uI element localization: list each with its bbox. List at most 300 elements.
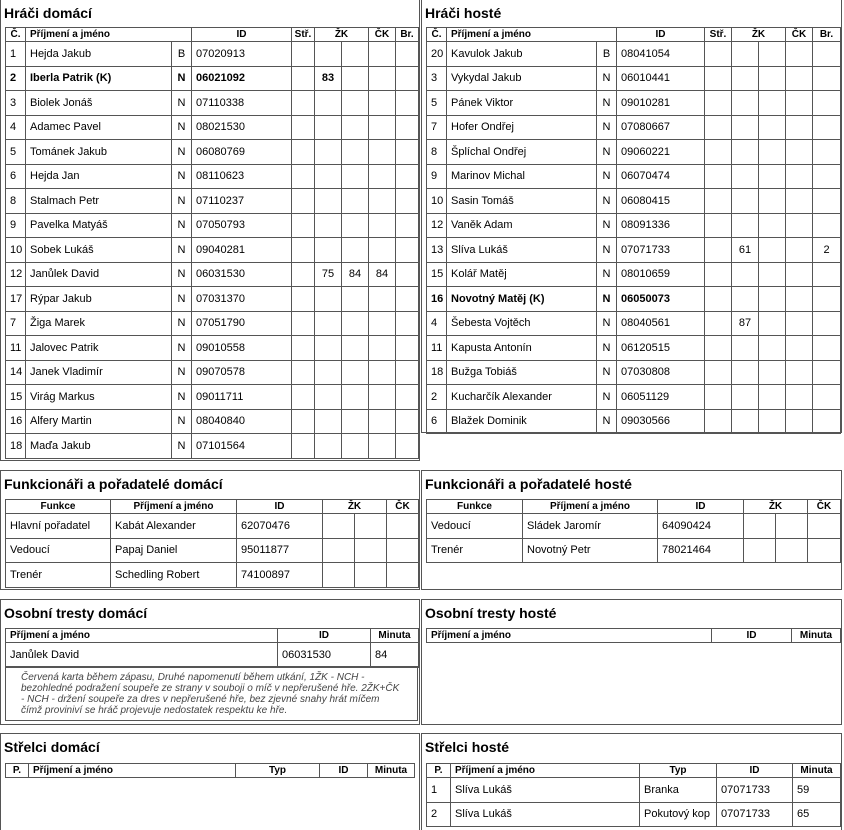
player-substitution	[292, 115, 315, 140]
scorer-name: Slíva Lukáš	[451, 802, 640, 827]
player-yellow-card-2	[759, 140, 786, 165]
player-row	[6, 164, 419, 189]
player-number: 2	[427, 385, 447, 410]
players-away-panel	[421, 0, 842, 433]
player-red-card	[786, 189, 813, 214]
player-name: Janek Vladimír	[26, 360, 172, 385]
player-yellow-card-2	[759, 287, 786, 312]
player-red-card	[786, 42, 813, 67]
player-yellow-card-2	[342, 385, 369, 410]
player-position: N	[172, 164, 192, 189]
scorer-id: 07071733	[717, 802, 793, 827]
player-substitution	[292, 66, 315, 91]
player-substitution	[292, 336, 315, 361]
player-id: 07051790	[192, 311, 292, 336]
player-number: 5	[427, 91, 447, 116]
player-id: 06021092	[192, 66, 292, 91]
player-number: 4	[427, 311, 447, 336]
player-row	[6, 91, 419, 116]
player-yellow-card-1	[732, 287, 759, 312]
player-goals	[813, 91, 841, 116]
col-id: ID	[192, 28, 292, 42]
penalties-home-header	[6, 629, 419, 643]
player-yellow-card-2	[759, 42, 786, 67]
player-red-card	[369, 409, 396, 434]
col-id: ID	[717, 764, 793, 778]
official-row	[427, 514, 841, 539]
player-yellow-card-2	[759, 213, 786, 238]
player-substitution	[292, 409, 315, 434]
player-name: Hejda Jakub	[26, 42, 172, 67]
player-red-card	[369, 140, 396, 165]
col-name: Příjmení a jméno	[523, 500, 658, 514]
player-goals	[813, 189, 841, 214]
player-yellow-card-2	[342, 238, 369, 263]
player-position: N	[597, 66, 617, 91]
player-yellow-card-2	[759, 360, 786, 385]
player-id: 09040281	[192, 238, 292, 263]
player-name: Žiga Marek	[26, 311, 172, 336]
official-id: 64090424	[658, 514, 744, 539]
penalties-home-title: Osobní tresty domácí	[4, 605, 148, 621]
player-number: 13	[427, 238, 447, 263]
player-id: 08010659	[617, 262, 705, 287]
player-substitution	[705, 262, 732, 287]
player-position: N	[597, 262, 617, 287]
player-yellow-card-1	[315, 189, 342, 214]
player-number: 3	[6, 91, 26, 116]
player-substitution	[292, 213, 315, 238]
player-goals	[813, 385, 841, 410]
col-type: Typ	[640, 764, 717, 778]
officials-home-title: Funkcionáři a pořadatelé domácí	[4, 476, 223, 492]
player-yellow-card-2	[759, 115, 786, 140]
player-yellow-card-1	[315, 140, 342, 165]
player-number: 4	[6, 115, 26, 140]
player-red-card	[786, 238, 813, 263]
player-position: N	[172, 360, 192, 385]
player-row	[6, 262, 419, 287]
player-name: Kapusta Antonín	[447, 336, 597, 361]
scorer-row	[427, 778, 841, 803]
player-yellow-card-2	[342, 336, 369, 361]
player-id: 07071733	[617, 238, 705, 263]
player-id: 09010558	[192, 336, 292, 361]
official-yellow-card-1	[323, 514, 355, 539]
official-function: Vedoucí	[427, 514, 523, 539]
player-row	[427, 262, 841, 287]
player-goals	[396, 238, 419, 263]
player-yellow-card-1	[732, 409, 759, 434]
players-home-panel	[0, 0, 420, 461]
player-yellow-card-2	[342, 140, 369, 165]
col-type: Typ	[236, 764, 320, 778]
player-substitution	[292, 287, 315, 312]
player-id: 06070474	[617, 164, 705, 189]
player-substitution	[705, 115, 732, 140]
player-position: N	[172, 434, 192, 459]
player-substitution	[705, 66, 732, 91]
official-yellow-card-1	[323, 563, 355, 588]
player-goals	[813, 360, 841, 385]
player-name: Kucharčík Alexander	[447, 385, 597, 410]
col-func: Funkce	[6, 500, 111, 514]
player-id: 09010281	[617, 91, 705, 116]
player-substitution	[705, 311, 732, 336]
player-name: Vaněk Adam	[447, 213, 597, 238]
player-position: N	[172, 213, 192, 238]
player-row	[427, 164, 841, 189]
player-yellow-card-1	[315, 409, 342, 434]
player-substitution	[705, 287, 732, 312]
player-red-card	[786, 287, 813, 312]
player-name: Sasin Tomáš	[447, 189, 597, 214]
player-id: 07030808	[617, 360, 705, 385]
player-position: N	[172, 115, 192, 140]
player-name: Novotný Matěj (K)	[447, 287, 597, 312]
player-goals	[396, 164, 419, 189]
col-minute: Minuta	[371, 629, 419, 643]
player-red-card	[786, 409, 813, 434]
player-number: 6	[6, 164, 26, 189]
player-substitution	[292, 262, 315, 287]
player-name: Alfery Martin	[26, 409, 172, 434]
player-yellow-card-1: 87	[732, 311, 759, 336]
col-id: ID	[712, 629, 792, 643]
penalty-note: Červená karta během zápasu, Druhé napomenutí během utkání, 1ŽK - NCH - bezohledné podražení soupeře ze strany v souboji o míč v nepřerušené hře. 2ŽK+ČK - NCH - držení soupeře za dres v nepřerušené hře, bez zjevné snahy hrát míčem čímž proviniví se hráč projevuje nedostatek respektu ke hře.	[21, 672, 400, 716]
player-yellow-card-2	[342, 42, 369, 67]
player-yellow-card-2	[342, 115, 369, 140]
player-position: N	[172, 385, 192, 410]
player-substitution	[705, 360, 732, 385]
player-id: 07110338	[192, 91, 292, 116]
player-row	[6, 66, 419, 91]
official-red-card	[808, 538, 841, 563]
player-yellow-card-2	[342, 66, 369, 91]
player-row	[427, 311, 841, 336]
player-substitution	[705, 336, 732, 361]
player-red-card	[369, 164, 396, 189]
player-yellow-card-1	[732, 164, 759, 189]
player-row	[427, 336, 841, 361]
official-row	[6, 514, 419, 539]
player-id: 06080415	[617, 189, 705, 214]
player-substitution	[705, 409, 732, 434]
player-number: 10	[6, 238, 26, 263]
player-yellow-card-1	[732, 213, 759, 238]
player-id: 08041054	[617, 42, 705, 67]
player-name: Kavulok Jakub	[447, 42, 597, 67]
player-name: Hofer Ondřej	[447, 115, 597, 140]
player-substitution	[292, 311, 315, 336]
scorers-away-header	[427, 764, 841, 778]
player-id: 08040561	[617, 311, 705, 336]
official-row	[427, 538, 841, 563]
player-substitution	[705, 238, 732, 263]
player-goals	[396, 262, 419, 287]
player-substitution	[292, 42, 315, 67]
player-goals	[813, 409, 841, 434]
player-substitution	[705, 91, 732, 116]
player-yellow-card-1	[732, 262, 759, 287]
player-red-card	[369, 385, 396, 410]
col-name: Příjmení a jméno	[451, 764, 640, 778]
player-number: 12	[6, 262, 26, 287]
player-substitution	[292, 164, 315, 189]
player-yellow-card-2	[342, 409, 369, 434]
official-red-card	[808, 514, 841, 539]
player-yellow-card-1	[315, 115, 342, 140]
player-position: B	[597, 42, 617, 67]
player-red-card	[369, 336, 396, 361]
player-goals	[813, 262, 841, 287]
player-yellow-card-2	[342, 213, 369, 238]
player-yellow-card-2	[342, 311, 369, 336]
col-zk: ŽK	[744, 500, 808, 514]
players-home-title: Hráči domácí	[4, 5, 92, 21]
player-red-card	[369, 66, 396, 91]
player-number: 12	[427, 213, 447, 238]
player-substitution	[705, 140, 732, 165]
player-name: Janůlek David	[26, 262, 172, 287]
player-red-card	[786, 140, 813, 165]
player-row	[6, 213, 419, 238]
player-yellow-card-1	[315, 213, 342, 238]
player-id: 06120515	[617, 336, 705, 361]
scorers-away-table	[426, 763, 841, 827]
player-yellow-card-2	[759, 262, 786, 287]
player-yellow-card-1: 61	[732, 238, 759, 263]
player-red-card	[369, 115, 396, 140]
player-row	[427, 115, 841, 140]
officials-home-table	[5, 499, 419, 588]
player-number: 7	[427, 115, 447, 140]
col-name: Příjmení a jméno	[26, 28, 192, 42]
player-yellow-card-1	[315, 360, 342, 385]
player-yellow-card-1	[732, 385, 759, 410]
player-name: Adamec Pavel	[26, 115, 172, 140]
player-red-card	[369, 238, 396, 263]
col-ck: ČK	[387, 500, 419, 514]
col-ck: ČK	[808, 500, 841, 514]
player-number: 5	[6, 140, 26, 165]
player-goals	[813, 213, 841, 238]
player-goals	[396, 360, 419, 385]
col-no: Č.	[427, 28, 447, 42]
player-number: 11	[6, 336, 26, 361]
players-away-header	[427, 28, 841, 42]
official-row	[6, 538, 419, 563]
officials-away-header	[427, 500, 841, 514]
player-red-card	[369, 360, 396, 385]
official-name: Novotný Petr	[523, 538, 658, 563]
player-id: 09060221	[617, 140, 705, 165]
player-yellow-card-1	[315, 238, 342, 263]
scorer-minute: 65	[793, 802, 841, 827]
col-ck: ČK	[369, 28, 396, 42]
player-row	[6, 409, 419, 434]
player-red-card	[786, 115, 813, 140]
player-name: Pánek Viktor	[447, 91, 597, 116]
official-name: Kabát Alexander	[111, 514, 237, 539]
official-id: 95011877	[237, 538, 323, 563]
player-yellow-card-1	[732, 140, 759, 165]
player-yellow-card-1	[732, 189, 759, 214]
player-number: 14	[6, 360, 26, 385]
player-row	[6, 311, 419, 336]
player-position: N	[172, 409, 192, 434]
player-row	[6, 115, 419, 140]
player-number: 7	[6, 311, 26, 336]
scorers-home-title: Střelci domácí	[4, 739, 100, 755]
player-number: 15	[427, 262, 447, 287]
player-position: N	[172, 336, 192, 361]
player-yellow-card-1	[732, 360, 759, 385]
player-goals	[813, 140, 841, 165]
player-yellow-card-1: 75	[315, 262, 342, 287]
player-yellow-card-1	[315, 42, 342, 67]
col-str: Stř.	[705, 28, 732, 42]
player-position: N	[597, 238, 617, 263]
player-id: 07110237	[192, 189, 292, 214]
player-id: 07050793	[192, 213, 292, 238]
col-str: Stř.	[292, 28, 315, 42]
player-id: 07080667	[617, 115, 705, 140]
official-function: Trenér	[6, 563, 111, 588]
player-position: N	[172, 189, 192, 214]
col-minute: Minuta	[793, 764, 841, 778]
official-name: Papaj Daniel	[111, 538, 237, 563]
player-id: 07031370	[192, 287, 292, 312]
player-id: 08110623	[192, 164, 292, 189]
player-id: 08040840	[192, 409, 292, 434]
player-position: N	[172, 311, 192, 336]
player-id: 08091336	[617, 213, 705, 238]
player-substitution	[705, 385, 732, 410]
official-name: Sládek Jaromír	[523, 514, 658, 539]
player-number: 16	[6, 409, 26, 434]
player-yellow-card-2	[759, 311, 786, 336]
player-substitution	[292, 189, 315, 214]
player-yellow-card-1	[315, 336, 342, 361]
official-yellow-card-2	[776, 538, 808, 563]
penalties-away-panel	[421, 599, 842, 725]
penalties-home-table	[5, 628, 419, 668]
penalties-away-header	[427, 629, 841, 643]
player-red-card	[786, 385, 813, 410]
player-id: 07020913	[192, 42, 292, 67]
players-away-title: Hráči hosté	[425, 5, 502, 21]
player-goals	[813, 287, 841, 312]
player-yellow-card-1	[315, 164, 342, 189]
player-yellow-card-1	[315, 434, 342, 459]
player-name: Iberla Patrik (K)	[26, 66, 172, 91]
player-name: Jalovec Patrik	[26, 336, 172, 361]
player-name: Sobek Lukáš	[26, 238, 172, 263]
player-red-card	[369, 434, 396, 459]
player-name: Pavelka Matyáš	[26, 213, 172, 238]
player-position: N	[597, 360, 617, 385]
player-name: Marinov Michal	[447, 164, 597, 189]
player-goals	[813, 311, 841, 336]
player-goals	[813, 42, 841, 67]
player-substitution	[705, 189, 732, 214]
player-position: N	[172, 140, 192, 165]
official-id: 62070476	[237, 514, 323, 539]
col-zk: ŽK	[315, 28, 369, 42]
col-id: ID	[237, 500, 323, 514]
player-row	[427, 42, 841, 67]
player-position: N	[597, 140, 617, 165]
player-yellow-card-2	[759, 385, 786, 410]
player-position: N	[597, 336, 617, 361]
player-name: Hejda Jan	[26, 164, 172, 189]
officials-away-panel	[421, 470, 842, 590]
col-minute: Minuta	[368, 764, 415, 778]
player-id: 09011711	[192, 385, 292, 410]
player-position: N	[597, 311, 617, 336]
scorers-away-title: Střelci hosté	[425, 739, 510, 755]
player-red-card: 84	[369, 262, 396, 287]
officials-home-panel	[0, 470, 420, 590]
player-substitution	[292, 360, 315, 385]
player-number: 1	[6, 42, 26, 67]
player-yellow-card-2	[759, 336, 786, 361]
player-yellow-card-1	[732, 42, 759, 67]
player-number: 18	[427, 360, 447, 385]
player-goals	[396, 311, 419, 336]
player-number: 20	[427, 42, 447, 67]
player-yellow-card-2	[759, 189, 786, 214]
official-function: Trenér	[427, 538, 523, 563]
official-yellow-card-2	[355, 514, 387, 539]
player-position: N	[597, 385, 617, 410]
player-row	[6, 336, 419, 361]
official-id: 74100897	[237, 563, 323, 588]
player-name: Vykydal Jakub	[447, 66, 597, 91]
player-goals	[396, 91, 419, 116]
player-goals	[396, 287, 419, 312]
col-br: Br.	[813, 28, 841, 42]
player-row	[6, 238, 419, 263]
player-number: 10	[427, 189, 447, 214]
scorer-type: Pokutový kop	[640, 802, 717, 827]
player-id: 06031530	[192, 262, 292, 287]
col-name: Příjmení a jméno	[111, 500, 237, 514]
player-row	[6, 189, 419, 214]
player-number: 18	[6, 434, 26, 459]
player-goals: 2	[813, 238, 841, 263]
official-red-card	[387, 563, 419, 588]
player-position: N	[597, 91, 617, 116]
col-name: Příjmení a jméno	[29, 764, 236, 778]
penalties-away-table	[426, 628, 841, 643]
player-row	[427, 409, 841, 434]
player-name: Stalmach Petr	[26, 189, 172, 214]
penalty-row	[6, 643, 419, 668]
player-position: N	[597, 409, 617, 434]
scorers-home-table	[5, 763, 415, 778]
player-red-card	[786, 360, 813, 385]
player-name: Bužga Tobiáš	[447, 360, 597, 385]
player-position: B	[172, 42, 192, 67]
player-red-card	[369, 42, 396, 67]
player-goals	[813, 66, 841, 91]
scorers-home-header	[6, 764, 415, 778]
col-id: ID	[617, 28, 705, 42]
officials-away-table	[426, 499, 841, 563]
player-position: N	[597, 287, 617, 312]
